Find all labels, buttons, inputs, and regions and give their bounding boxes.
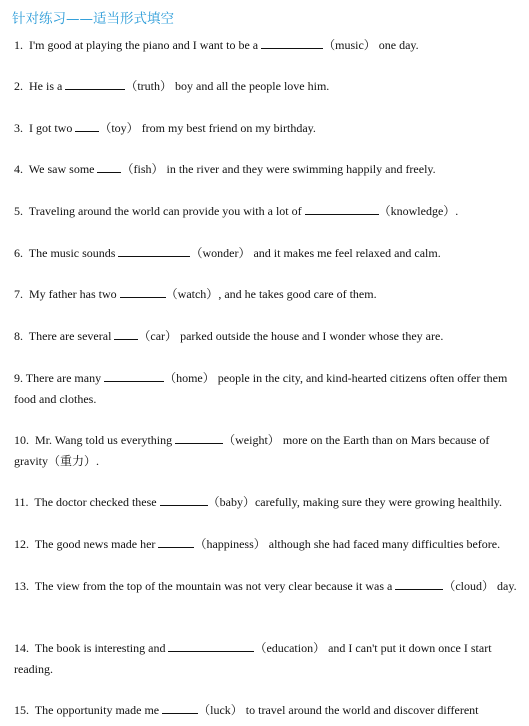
question-text-after: although she had faced many difficulties before.	[268, 537, 501, 551]
word-hint: （luck）	[198, 703, 243, 717]
word-hint: （car）	[138, 329, 178, 343]
question-text-before: We saw some	[28, 162, 95, 176]
answer-blank[interactable]	[97, 161, 121, 173]
question-text-after: from my best friend on my birthday.	[141, 121, 316, 135]
question-12	[14, 534, 524, 555]
question-text-after: people in the city, and kind-hearted citizens often offer them food and clothes.	[14, 371, 508, 406]
question-text-before: There are several	[28, 329, 112, 343]
question-14	[14, 638, 524, 680]
question-6	[14, 243, 524, 264]
question-text-before: My father has two	[29, 287, 117, 301]
answer-blank[interactable]	[120, 286, 166, 298]
word-hint: （knowledge）	[378, 204, 456, 218]
word-hint: （cloud）	[443, 579, 495, 593]
answer-blank[interactable]	[305, 203, 379, 215]
answer-blank[interactable]	[162, 702, 198, 714]
word-hint: （weight）	[223, 433, 280, 447]
question-2	[14, 76, 524, 97]
question-number: 7.	[14, 287, 23, 301]
question-text-before: The good news made her	[34, 537, 156, 551]
word-hint: （watch）	[165, 287, 219, 301]
question-3	[14, 118, 524, 139]
question-number: 3.	[14, 121, 23, 135]
question-1	[14, 35, 524, 56]
answer-blank[interactable]	[75, 120, 99, 132]
word-hint: （education）	[254, 641, 326, 655]
question-text-after: and it makes me feel relaxed and calm.	[253, 246, 441, 260]
question-text-after: boy and all the people love him.	[175, 79, 330, 93]
answer-blank[interactable]	[168, 640, 254, 652]
question-10	[14, 430, 524, 472]
question-number: 6.	[14, 246, 23, 260]
word-hint: （music）	[323, 38, 376, 52]
word-hint: （toy）	[99, 121, 139, 135]
question-8	[14, 326, 524, 347]
word-hint: （happiness）	[194, 537, 266, 551]
answer-blank[interactable]	[65, 78, 125, 90]
question-text-before: The view from the top of the mountain was not very clear because it was a	[34, 579, 393, 593]
question-text-after: in the river and they were swimming happily and freely.	[166, 162, 436, 176]
question-9	[14, 368, 524, 410]
answer-blank[interactable]	[158, 536, 194, 548]
word-hint: （truth）	[125, 79, 172, 93]
answer-blank[interactable]	[395, 578, 443, 590]
question-text-after: to travel around the world and discover different	[245, 703, 479, 717]
answer-blank[interactable]	[104, 370, 164, 382]
question-5	[14, 201, 524, 222]
question-number: 4.	[14, 162, 23, 176]
question-text-before: The music sounds	[28, 246, 116, 260]
answer-blank[interactable]	[175, 432, 223, 444]
question-text-after: .	[455, 204, 459, 218]
question-text-before: I got two	[29, 121, 73, 135]
question-11	[14, 492, 524, 513]
word-hint: （baby）	[207, 495, 255, 509]
worksheet-heading: 针对练习——适当形式填空	[12, 11, 174, 27]
word-hint: （home）	[164, 371, 215, 385]
question-text-before: Traveling around the world can provide you with a lot of	[28, 204, 302, 218]
question-text-before: There are many	[25, 371, 102, 385]
question-number: 13.	[14, 579, 29, 593]
question-number: 11.	[14, 495, 29, 509]
question-text-before: Mr. Wang told us everything	[35, 433, 173, 447]
question-number: 15.	[14, 703, 29, 717]
question-text-before: He is a	[29, 79, 63, 93]
question-4	[14, 159, 524, 180]
question-number: 1.	[14, 38, 23, 52]
answer-blank[interactable]	[160, 494, 208, 506]
answer-blank[interactable]	[114, 328, 138, 340]
question-text-after: one day.	[378, 38, 419, 52]
question-text-after: more on the Earth than on Mars because of gravity（重力）.	[14, 433, 490, 468]
question-text-after: parked outside the house and I wonder whose they are.	[180, 329, 444, 343]
question-number: 2.	[14, 79, 23, 93]
question-text-after: and I can't put it down once I start reading.	[14, 641, 492, 676]
answer-blank[interactable]	[118, 245, 190, 257]
question-number: 8.	[14, 329, 23, 343]
question-text-before: The book is interesting and	[34, 641, 166, 655]
word-hint: （fish）	[121, 162, 164, 176]
question-number: 5.	[14, 204, 23, 218]
question-text-after: , and he takes good care of them.	[218, 287, 377, 301]
question-number: 14.	[14, 641, 29, 655]
question-number: 12.	[14, 537, 29, 551]
question-7	[14, 284, 524, 305]
question-number: 9.	[14, 371, 23, 385]
question-text-before: The doctor checked these	[34, 495, 157, 509]
question-text-after: day.	[497, 579, 517, 593]
question-text-before: I'm good at playing the piano and I want to be a	[29, 38, 259, 52]
answer-blank[interactable]	[261, 37, 323, 49]
question-text-before: The opportunity made me	[34, 703, 160, 717]
question-13	[14, 576, 524, 597]
question-number: 10.	[14, 433, 29, 447]
word-hint: （wonder）	[190, 246, 251, 260]
question-text-after: carefully, making sure they were growing healthily.	[254, 495, 502, 509]
question-15	[14, 700, 524, 721]
